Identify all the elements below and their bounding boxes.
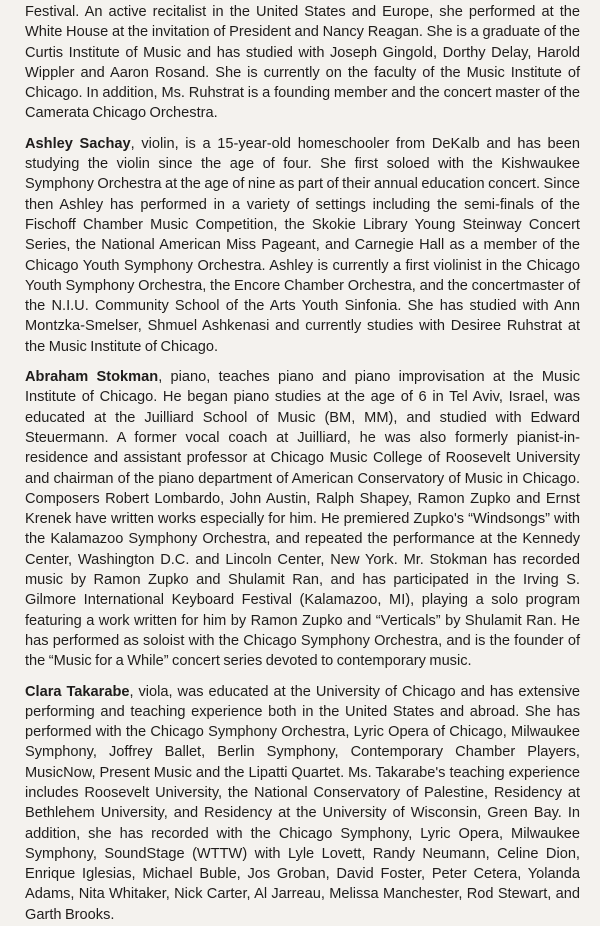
bio-text: Festival. An active recitalist in the United States and Europe, she performed at the White House at the invitation of President and Nancy Reagan. She is a graduate of the Curtis Institute of Music and has studied with Joseph Gingold, Dorthy Delay, Harold Wippler and Aaron Rosand. She is currently on the faculty of the Music Institute of Chicago. In addition, Ms. Ruhstrat is a founding member and the concert master of the Camerata Chicago Orchestra.	[25, 4, 580, 122]
bio-text: , viola, was educated at the University of Chicago and has extensive performing and teaching experience both in the United States and abroad. She has performed with the Chicago Symphony Orchestra, Lyric Opera of Chicago, Milwaukee Symphony, Joffrey Ballet, Berlin Symphony, Contemporary Chamber Players, MusicNow, Present Music and the Lipatti Quartet. Ms. Takarabe's teaching experience includes Roosevelt University, the National Conservatory of Palestine, Residency at Bethlehem University, and Residency at the University of Wisconsin, Green Bay. In addition, she has recorded with the Chicago Symphony, Lyric Opera, Milwaukee Symphony, SoundStage (WTTW) with Lyle Lovett, Randy Neumann, Celine Dion, Enrique Iglesias, Michael Buble, Jos Groban, David Foster, Peter Cetera, Yolanda Adams, Nita Whitaker, Nick Carter, Al Jarreau, Melissa Manchester, Rod Stewart, and Garth Brooks.	[25, 683, 580, 923]
bio-text: , violin, is a 15-year-old homeschooler from DeKalb and has been studying the violin since the age of four. She first soloed with the Kishwaukee Symphony Orchestra at the age of nine as part of their annual education concert. Since then Ashley has performed in a variety of settings including the semi-finals of the Fischoff Chamber Music Competition, the Skokie Library Young Steinway Concert Series, the National American Miss Pageant, and Carnegie Hall as a member of the Chicago Youth Symphony Orchestra. Ashley is currently a first violinist in the Chicago Youth Symphony Orchestra, the Encore Chamber Orchestra, and the concertmaster of the N.I.U. Community School of the Arts Youth Sinfonia. She has studied with Ann Montzka-Smelser, Shmuel Ashkenasi and currently studies with Desiree Ruhstrat at the Music Institute of Chicago.	[25, 135, 580, 355]
bio-abraham-stokman	[25, 367, 580, 671]
bio-ashley-sachay	[25, 134, 580, 357]
bio-ruhstrat-continued	[25, 2, 580, 124]
bio-clara-takarabe	[25, 682, 580, 926]
performer-name: Clara Takarabe	[25, 683, 130, 700]
bio-text: , piano, teaches piano and piano improvisation at the Music Institute of Chicago. He began piano studies at the age of 6 in Tel Aviv, Israel, was educated at the Juilliard School of Music (BM, MM), and studied with Edward Steuermann. A former vocal coach at Juilliard, he was also formerly pianist-in-residence and assistant professor at Chicago Music College of Roosevelt University and chairman of the piano department of American Conservatory of Music in Chicago. Composers Robert Lombardo, John Austin, Ralph Shapey, Ramon Zupko and Ernst Krenek have written works especially for him. He premiered Zupko's “Windsongs” with the Kalamazoo Symphony Orchestra, and repeated the performance at the Kennedy Center, Washington D.C. and Lincoln Center, New York. Mr. Stokman has recorded music by Ramon Zupko and Shulamit Ran, and has participated in the Irving S. Gilmore International Keyboard Festival (Kalamazoo, MI), playing a solo program featuring a work written for him by Ramon Zupko and “Verticals” by Shulamit Ran. He has performed as soloist with the Chicago Symphony Orchestra, and is the founder of the “Music for a While” concert series devoted to contemporary music.	[25, 369, 581, 670]
performer-name: Abraham Stokman	[25, 369, 159, 386]
performer-name: Ashley Sachay	[25, 135, 131, 152]
